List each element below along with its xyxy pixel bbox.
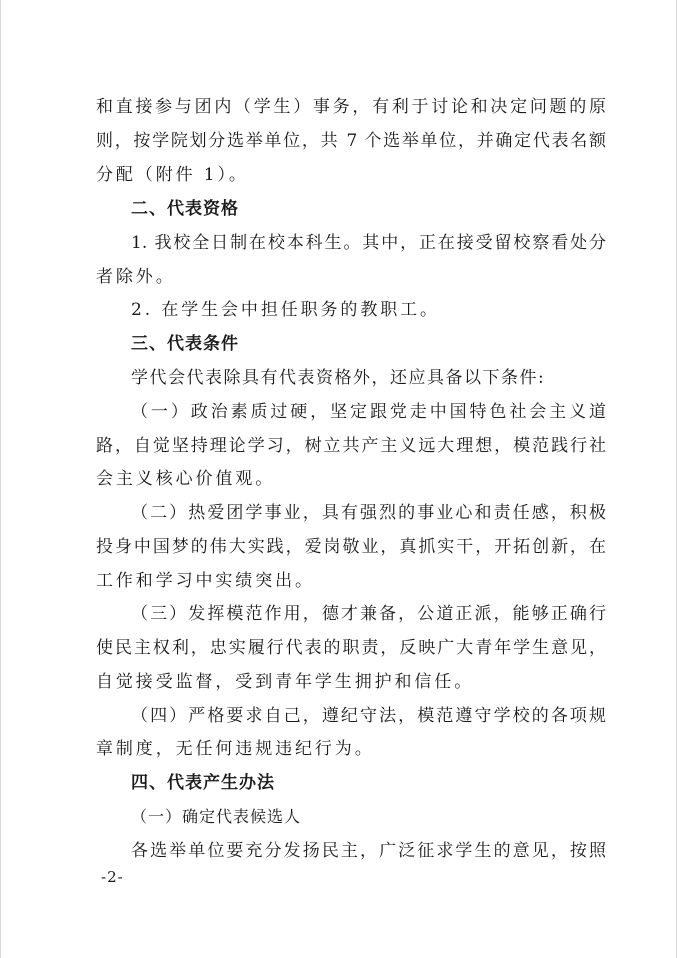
paragraph-line: 分配（附件 1）。: [96, 165, 249, 185]
paragraph-line: 和直接参与团内（学生）事务，有利于讨论和决定问题的原: [96, 97, 606, 117]
section-heading: 二、代表资格: [131, 199, 239, 219]
paragraph-line: 工作和学习中实绩突出。: [96, 571, 315, 591]
paragraph-line: 自觉接受监督，受到青年学生拥护和信任。: [96, 672, 475, 692]
paragraph-line: 则，按学院划分选举单位，共 7 个选举单位，并确定代表名额: [96, 131, 606, 151]
paragraph-line: （二）热爱团学事业，具有强烈的事业心和责任感，积极: [131, 503, 606, 523]
paragraph-line: 投身中国梦的伟大实践，爱岗敬业，真抓实干，开拓创新，在: [96, 537, 606, 557]
paragraph-line: （一）政治素质过硬，坚定跟党走中国特色社会主义道: [131, 402, 606, 422]
paragraph-line: 各选举单位要充分发扬民主，广泛征求学生的意见，按照: [131, 841, 606, 861]
paragraph-line: 路，自觉坚持理论学习，树立共产主义远大理想，模范践行社: [96, 436, 606, 456]
paragraph-line: 会主义核心价值观。: [96, 469, 276, 489]
paragraph-line: 学代会代表除具有代表资格外，还应具备以下条件:: [131, 368, 546, 388]
paragraph-line: 者除外。: [96, 267, 176, 287]
section-heading: 三、代表条件: [131, 334, 239, 354]
paragraph-line: 使民主权利，忠实履行代表的职责，反映广大青年学生意见，: [96, 638, 606, 658]
page-number: -2-: [101, 868, 124, 886]
section-heading: 四、代表产生办法: [131, 773, 275, 793]
subsection-heading: （一）确定代表候选人: [131, 807, 302, 826]
paragraph-line: （四）严格要求自己，遵纪守法，模范遵守学校的各项规: [131, 706, 606, 726]
paragraph-line: 1. 我校全日制在校本科生。其中，正在接受留校察看处分: [131, 233, 606, 253]
paragraph-line: 2. 在学生会中担任职务的教职工。: [131, 300, 440, 320]
paragraph-line: （三）发挥模范作用，德才兼备，公道正派，能够正确行: [131, 604, 606, 624]
paragraph-line: 章制度，无任何违规违纪行为。: [96, 739, 375, 759]
